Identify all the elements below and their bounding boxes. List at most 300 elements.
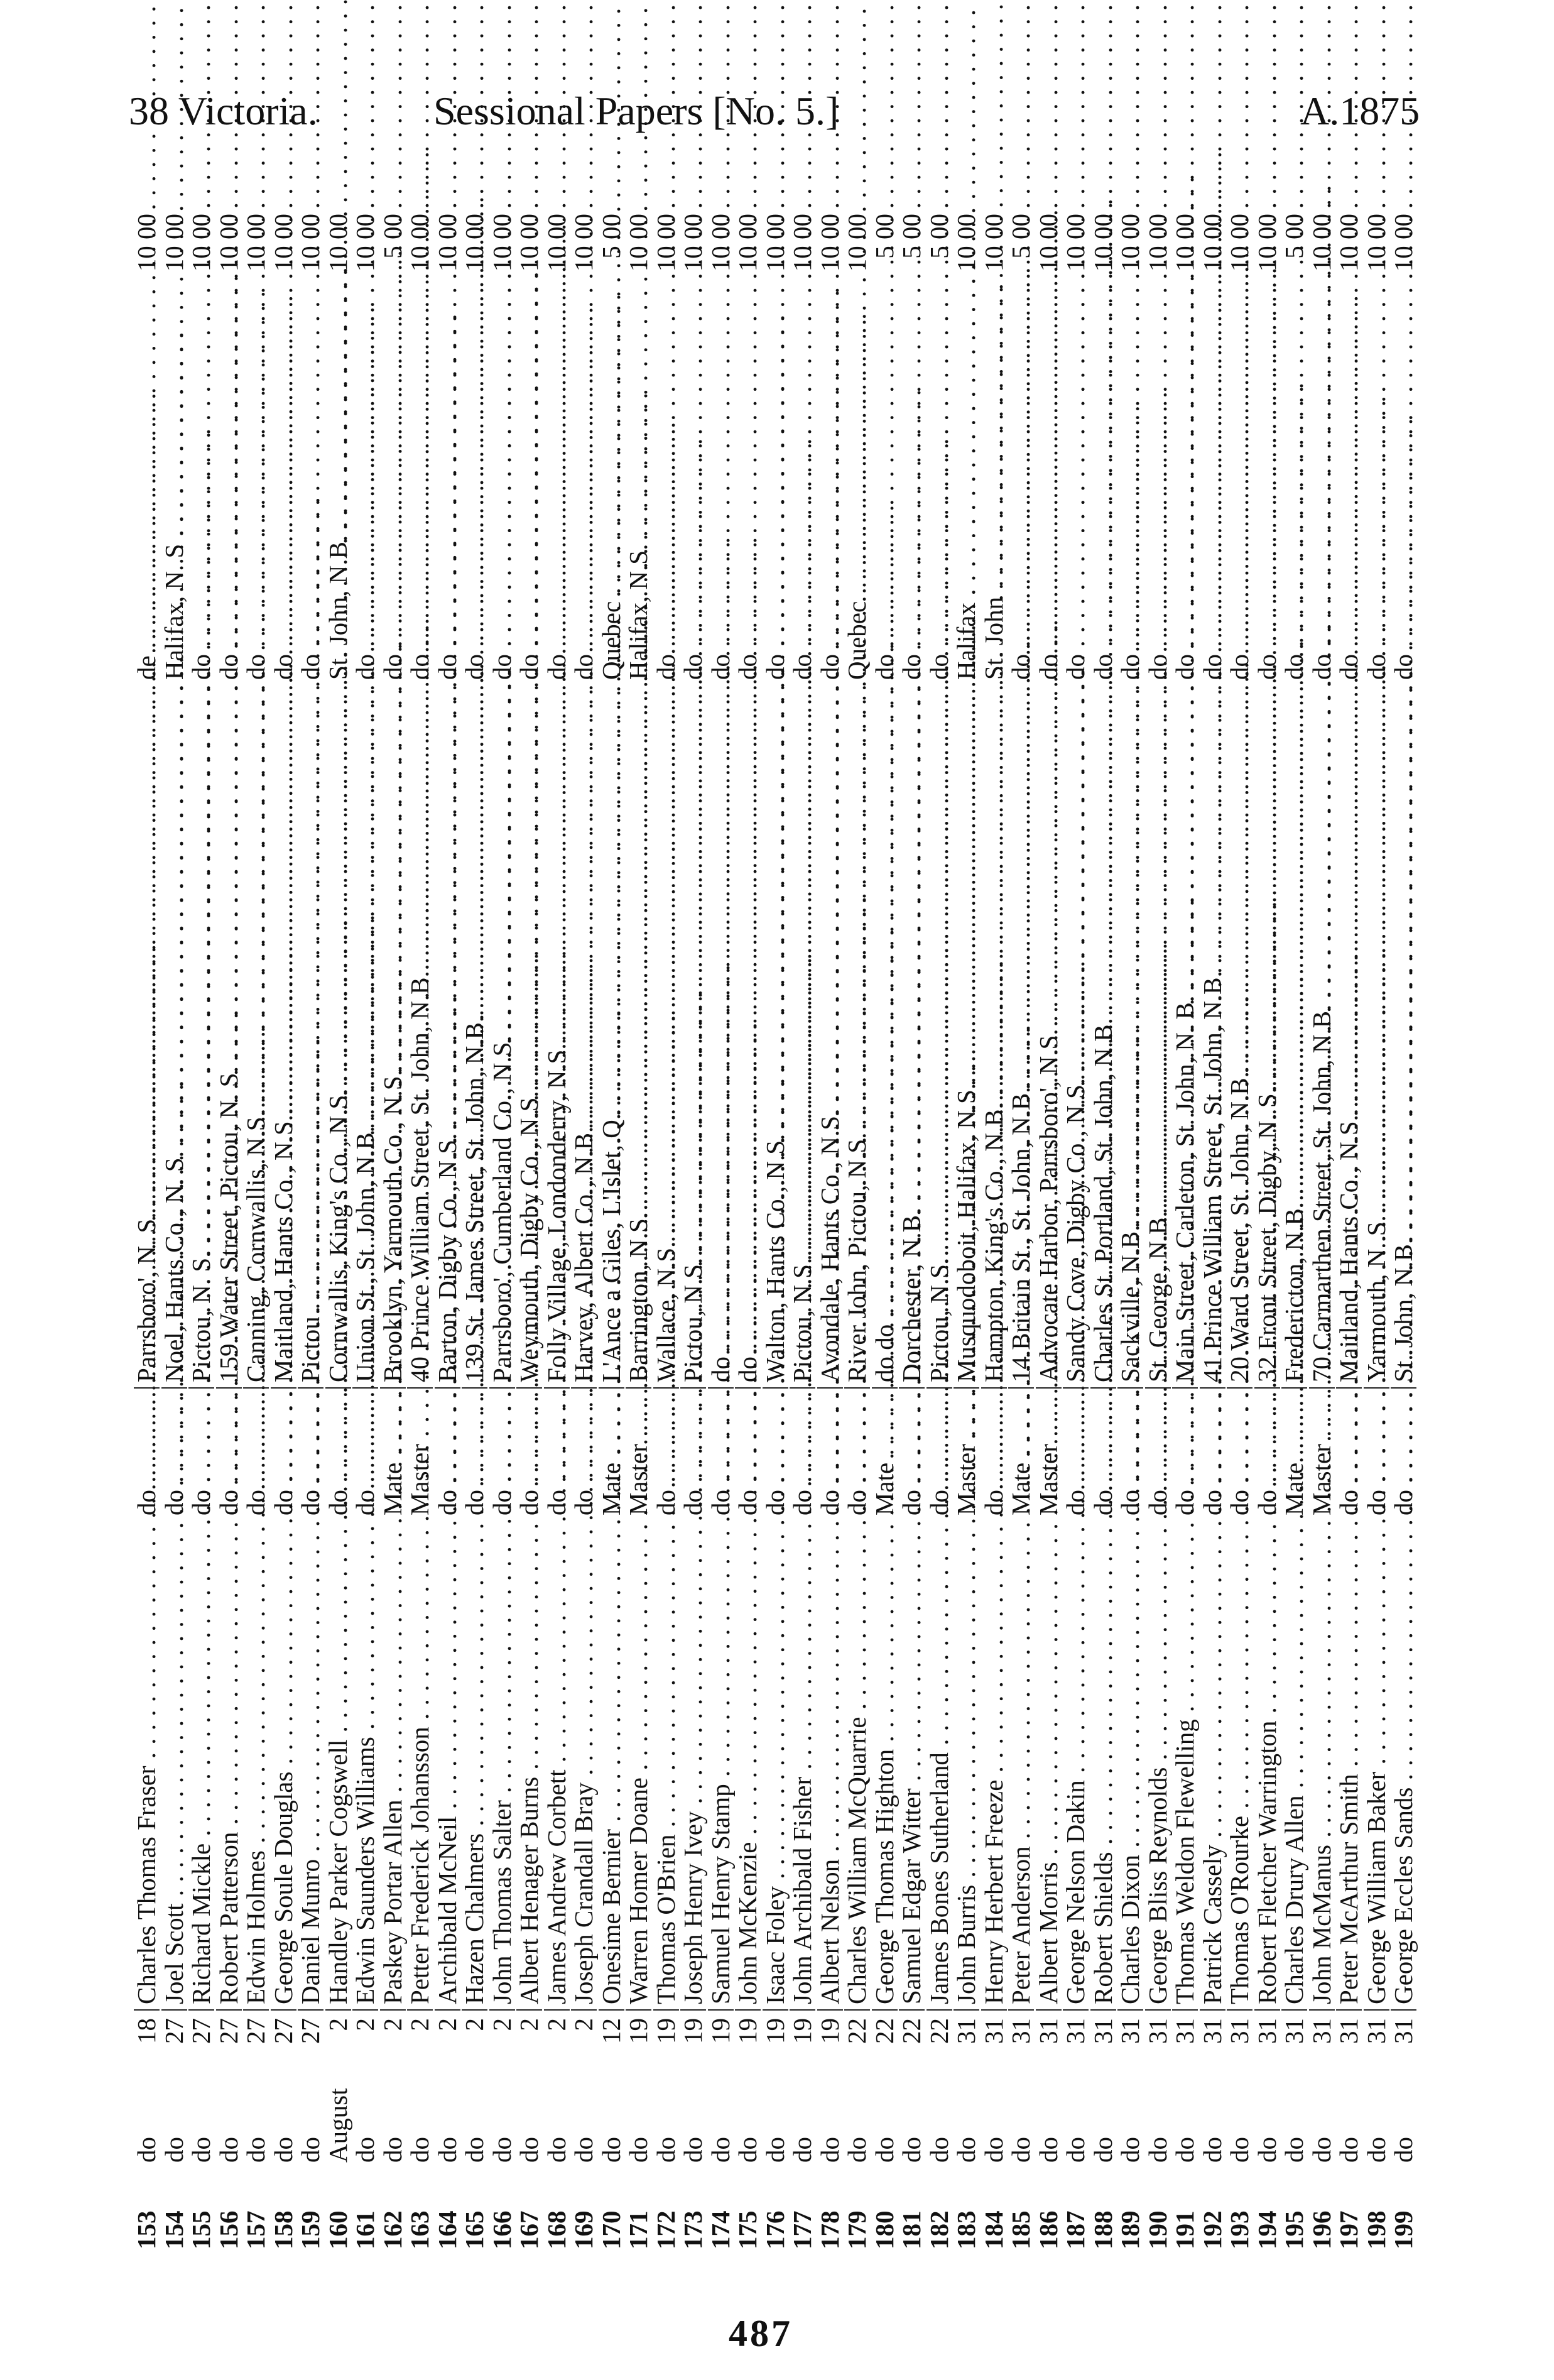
- table-row: [434, 207, 462, 2249]
- entry-port: do . . .: [817, 371, 843, 685]
- table-row: [1144, 207, 1172, 2249]
- entry-month: do: [514, 2137, 544, 2163]
- entry-amount: 10 00: [1225, 214, 1254, 272]
- entry-name: Richard Mickle . . .: [188, 1520, 214, 2011]
- table-row: [1062, 207, 1090, 2249]
- entry-day: 2: [378, 2018, 407, 2031]
- entry-month: do: [1252, 2137, 1281, 2163]
- entry-month: do: [1334, 2137, 1364, 2163]
- entry-residence: Pictou, N.S. . . .: [926, 685, 952, 1389]
- entry-day: 31: [1170, 2018, 1200, 2044]
- entry-amount: 10 00: [268, 214, 298, 272]
- entry-rank: do . . .: [653, 1389, 679, 1520]
- entry-number: 162: [378, 2210, 407, 2249]
- entry-amount: 5 00: [869, 214, 899, 259]
- entry-residence: 70 Carmarthen Street, St. John, N.B. . . .: [1309, 685, 1335, 1389]
- entry-rank: Master . . .: [954, 1389, 979, 1520]
- entry-residence: Sackville, N.B. . . .: [1117, 685, 1143, 1389]
- entry-rank: Mate . . .: [1008, 1389, 1034, 1520]
- entry-rank: do . . .: [516, 1389, 542, 1520]
- entry-number: 197: [1334, 2210, 1364, 2249]
- entry-number: 158: [268, 2210, 298, 2249]
- entry-residence: 40 Prince William Street, St. John, N.B. . . .: [407, 685, 433, 1389]
- entry-amount: 5 00: [924, 214, 954, 259]
- entry-day: 27: [214, 2018, 243, 2044]
- entry-number: 156: [214, 2210, 243, 2249]
- table-row: [133, 207, 161, 2249]
- entry-name: James Andrew Corbett . . .: [544, 1520, 570, 2011]
- entry-month: do: [979, 2137, 1008, 2163]
- entry-amount: 10 00: [132, 214, 161, 272]
- entry-day: 2: [569, 2018, 599, 2031]
- entry-port: do . . .: [271, 371, 296, 685]
- entry-number: 182: [924, 2210, 954, 2249]
- entry-month: August: [323, 2088, 352, 2163]
- entry-month: do: [1307, 2137, 1336, 2163]
- entry-month: do: [869, 2137, 899, 2163]
- table-row: [1254, 207, 1281, 2249]
- entry-residence: Pictou, N. S. . . .: [188, 685, 214, 1389]
- entry-day: 31: [1389, 2018, 1418, 2044]
- entry-port: do . . .: [571, 371, 597, 685]
- entry-month: do: [678, 2137, 708, 2163]
- entry-port: do . . .: [735, 371, 761, 685]
- entry-port: do . . .: [435, 371, 460, 685]
- entry-amount: 10 00: [541, 214, 571, 272]
- entry-rank: do . . .: [462, 1389, 487, 1520]
- entry-day: 2: [514, 2018, 544, 2031]
- entry-rank: do . . .: [325, 1389, 351, 1520]
- entry-amount: 10 00: [1361, 214, 1391, 272]
- entry-rank: do . . .: [571, 1389, 597, 1520]
- entry-amount: 10 00: [214, 214, 243, 272]
- entry-residence: Barrington, N.S. . . .: [626, 685, 651, 1389]
- entry-residence: Brooklyn, Yarmouth Co., N.S. . . .: [380, 685, 406, 1389]
- table-row: [789, 207, 817, 2249]
- entry-name: Hazen Chalmers . . .: [462, 1520, 487, 2011]
- entry-month: do: [1143, 2137, 1172, 2163]
- entry-number: 165: [460, 2210, 489, 2249]
- entry-number: 174: [705, 2210, 735, 2249]
- entry-name: Peter McArthur Smith . . .: [1336, 1520, 1362, 2011]
- entry-number: 175: [733, 2210, 763, 2249]
- entry-day: 31: [1061, 2018, 1090, 2044]
- entry-amount: 10 00: [460, 214, 489, 272]
- table-row: [762, 207, 790, 2249]
- entry-name: John Burris . . .: [954, 1520, 979, 2011]
- table-row: [1390, 207, 1418, 2249]
- entry-residence: do . . .: [735, 685, 761, 1389]
- entry-name: George Nelson Dakin . . .: [1063, 1520, 1089, 2011]
- entry-name: Joel Scott . . .: [161, 1520, 187, 2011]
- table-row: [1008, 207, 1035, 2249]
- entry-day: 31: [1361, 2018, 1391, 2044]
- entry-amount: 5 00: [1280, 214, 1309, 259]
- entry-month: do: [541, 2137, 571, 2163]
- entry-day: 19: [733, 2018, 763, 2044]
- entry-amount: 10 00: [815, 214, 844, 272]
- entry-residence: River John, Pictou, N.S. . . .: [844, 685, 870, 1389]
- entry-name: George Bliss Reynolds . . .: [1145, 1520, 1171, 2011]
- entry-name: Patrick Cassely . . .: [1200, 1520, 1225, 2011]
- entry-port: do . . .: [1036, 371, 1062, 685]
- entry-number: 190: [1143, 2210, 1172, 2249]
- entry-amount: 10 00: [432, 214, 462, 272]
- entry-name: George Thomas Highton . . .: [872, 1520, 898, 2011]
- table-row: [734, 207, 762, 2249]
- entry-day: 19: [788, 2018, 817, 2044]
- entry-name: George William Baker . . .: [1364, 1520, 1389, 2011]
- entry-month: do: [187, 2137, 216, 2163]
- entry-residence: St. George, N.B. . . .: [1145, 685, 1171, 1389]
- entry-residence: Weymouth, Digby Co., N.S. . . .: [516, 685, 542, 1389]
- entry-day: 31: [979, 2018, 1008, 2044]
- table-row: [543, 207, 571, 2249]
- entry-name: Peter Anderson . . .: [1008, 1520, 1034, 2011]
- entry-day: 22: [842, 2018, 872, 2044]
- entry-number: 189: [1116, 2210, 1145, 2249]
- entry-residence: Noel, Hants Co., N. S. . . .: [161, 685, 187, 1389]
- table-row: [653, 207, 680, 2249]
- entry-number: 154: [159, 2210, 188, 2249]
- entry-day: 19: [624, 2018, 653, 2044]
- entry-port: do . . .: [216, 371, 242, 685]
- entry-month: do: [842, 2137, 872, 2163]
- entry-day: 31: [1307, 2018, 1336, 2044]
- entry-number: 195: [1280, 2210, 1309, 2249]
- table-row: [1281, 207, 1308, 2249]
- table-row: [379, 207, 407, 2249]
- entry-rank: Master . . .: [1309, 1389, 1335, 1520]
- entry-day: 27: [187, 2018, 216, 2044]
- entry-rank: do . . .: [844, 1389, 870, 1520]
- entry-residence: Pictou, N.S. . . .: [790, 685, 815, 1389]
- session-label: 38 Victoria.: [129, 89, 318, 133]
- entry-number: 183: [952, 2210, 981, 2249]
- entry-residence: Parrsboro', N. S. . . .: [134, 685, 160, 1389]
- entry-port: do . . .: [462, 371, 487, 685]
- entry-residence: Main Street, Carleton, St. John, N. B. . . .: [1172, 685, 1198, 1389]
- entry-rank: do . . .: [1254, 1389, 1280, 1520]
- entry-day: 31: [952, 2018, 981, 2044]
- entry-name: Warren Homer Doane . . .: [626, 1520, 651, 2011]
- entry-port: do . . .: [899, 371, 925, 685]
- table-row: [680, 207, 707, 2249]
- entry-day: 22: [897, 2018, 926, 2044]
- table-row: [1308, 207, 1336, 2249]
- table-row: [1090, 207, 1117, 2249]
- entry-month: do: [897, 2137, 926, 2163]
- entry-rank: do . . .: [763, 1389, 788, 1520]
- entry-name: Samuel Edgar Witter . . .: [899, 1520, 925, 2011]
- table-row: [1226, 207, 1254, 2249]
- entry-number: 157: [241, 2210, 271, 2249]
- entry-residence: Fredericton, N.B. . . .: [1281, 685, 1307, 1389]
- entry-rank: do . . .: [271, 1389, 296, 1520]
- entry-number: 198: [1361, 2210, 1391, 2249]
- entry-day: 19: [678, 2018, 708, 2044]
- entry-month: do: [1225, 2137, 1254, 2163]
- entry-number: 192: [1197, 2210, 1227, 2249]
- entry-rank: Master . . .: [626, 1389, 651, 1520]
- entry-port: St. John, N.B. . . .: [325, 371, 351, 685]
- entry-residence: Maitland, Hants Co., N.S. . . .: [271, 685, 296, 1389]
- entry-amount: 10 00: [705, 214, 735, 272]
- entry-day: 2: [432, 2018, 462, 2031]
- entry-amount: 10 00: [678, 214, 708, 272]
- entry-month: do: [1116, 2137, 1145, 2163]
- entry-amount: 10 00: [1389, 214, 1418, 272]
- entry-port: do . . .: [1281, 371, 1307, 685]
- entry-port: do . . .: [298, 371, 323, 685]
- entry-amount: 10 00: [487, 214, 516, 272]
- entry-port: do . . .: [1254, 371, 1280, 685]
- entry-port: do . . .: [352, 371, 378, 685]
- table-row: [953, 207, 981, 2249]
- table-row: [188, 207, 215, 2249]
- entry-month: do: [487, 2137, 516, 2163]
- entry-amount: 10 00: [788, 214, 817, 272]
- entry-name: Archibald McNeil . . .: [435, 1520, 460, 2011]
- entry-number: 194: [1252, 2210, 1281, 2249]
- entry-month: do: [952, 2137, 981, 2163]
- entry-number: 188: [1088, 2210, 1117, 2249]
- entry-residence: 139 St. James Street, St. John, N.B. . . .: [462, 685, 487, 1389]
- entry-day: 31: [1225, 2018, 1254, 2044]
- entry-port: do . . .: [516, 371, 542, 685]
- entry-port: do . . .: [188, 371, 214, 685]
- entry-number: 196: [1307, 2210, 1336, 2249]
- entry-name: Petter Frederick Johansson . . .: [407, 1520, 433, 2011]
- entry-rank: do . . .: [243, 1389, 269, 1520]
- table-row: [325, 207, 352, 2249]
- entry-day: 31: [1197, 2018, 1227, 2044]
- entry-residence: Barton, Digby Co., N.S. . . .: [435, 685, 460, 1389]
- entry-rank: do . . .: [544, 1389, 570, 1520]
- table-row: [489, 207, 516, 2249]
- entry-day: 18: [132, 2018, 161, 2044]
- entry-month: do: [651, 2137, 680, 2163]
- entry-month: do: [1006, 2137, 1036, 2163]
- entry-month: do: [788, 2137, 817, 2163]
- entry-rank: do . . .: [1063, 1389, 1089, 1520]
- entry-number: 164: [432, 2210, 462, 2249]
- entry-day: 27: [241, 2018, 271, 2044]
- entry-residence: Folly Village, Londonderry, N.S. . . .: [544, 685, 570, 1389]
- entry-residence: Union St., St. John, N.B. . . .: [352, 685, 378, 1389]
- entry-rank: do . . .: [1172, 1389, 1198, 1520]
- table-row: [1335, 207, 1363, 2249]
- entry-amount: 10 00: [569, 214, 599, 272]
- entry-name: Paskey Portar Allen . . .: [380, 1520, 406, 2011]
- entry-number: 191: [1170, 2210, 1200, 2249]
- entry-rank: do . . .: [1117, 1389, 1143, 1520]
- entry-rank: do . . .: [708, 1389, 734, 1520]
- entry-name: Albert Morris . . .: [1036, 1520, 1062, 2011]
- entry-number: 184: [979, 2210, 1008, 2249]
- entry-name: John Thomas Salter . . .: [489, 1520, 515, 2011]
- entry-number: 179: [842, 2210, 872, 2249]
- entry-number: 166: [487, 2210, 516, 2249]
- entry-port: do . . .: [926, 371, 952, 685]
- entry-rank: do . . .: [981, 1389, 1007, 1520]
- certificate-ledger-table: [133, 207, 1484, 2249]
- table-row: [352, 207, 379, 2249]
- entry-amount: 10 00: [159, 214, 188, 272]
- entry-number: 153: [132, 2210, 161, 2249]
- entry-number: 168: [541, 2210, 571, 2249]
- entry-name: Joseph Crandall Bray . . .: [571, 1520, 597, 2011]
- table-row: [625, 207, 653, 2249]
- entry-rank: do . . .: [817, 1389, 843, 1520]
- entry-port: de . . .: [134, 371, 160, 685]
- table-row: [570, 207, 598, 2249]
- entry-residence: Advocate Harbor, Parrsboro', N.S. . . .: [1036, 685, 1062, 1389]
- entry-residence: do do . . .: [872, 685, 898, 1389]
- entry-rank: do . . .: [680, 1389, 706, 1520]
- entry-residence: Yarmouth, N. S. . . .: [1364, 685, 1389, 1389]
- entry-name: Thomas Weldon Flewelling . . .: [1172, 1520, 1198, 2011]
- entry-name: Thomas O'Brien . . .: [653, 1520, 679, 2011]
- entry-month: do: [378, 2137, 407, 2163]
- entry-month: do: [214, 2137, 243, 2163]
- entry-day: 19: [651, 2018, 680, 2044]
- entry-residence: Parrsboro', Cumberland Co., N.S. . . .: [489, 685, 515, 1389]
- entry-port: do . . .: [653, 371, 679, 685]
- entry-amount: 10 00: [1334, 214, 1364, 272]
- entry-name: Charles Thomas Fraser . . .: [134, 1520, 160, 2011]
- entry-residence: Charles St. Portland, St. John, N.B. . . .: [1090, 685, 1116, 1389]
- entry-name: Samuel Henry Stamp . . .: [708, 1520, 734, 2011]
- entry-amount: 10 00: [1116, 214, 1145, 272]
- entry-day: 2: [541, 2018, 571, 2031]
- entry-amount: 5 00: [596, 214, 626, 259]
- entry-amount: 10 00: [760, 214, 790, 272]
- entry-port: Halifax . . .: [954, 371, 979, 685]
- entry-number: 169: [569, 2210, 599, 2249]
- entry-amount: 10 00: [979, 214, 1008, 272]
- entry-number: 176: [760, 2210, 790, 2249]
- entry-amount: 10 00: [323, 214, 352, 272]
- entry-residence: Sandy Cove, Digby Co., N.S. . . .: [1063, 685, 1089, 1389]
- table-row: [1363, 207, 1391, 2249]
- entry-port: do . . .: [1200, 371, 1225, 685]
- entry-port: Halifax, N. S . . .: [161, 371, 187, 685]
- entry-rank: Master . . .: [1036, 1389, 1062, 1520]
- entry-number: 163: [405, 2210, 435, 2249]
- entry-residence: Hampton, King's Co., N.B. . . .: [981, 685, 1007, 1389]
- entry-residence: Wallace, N.S. . . .: [653, 685, 679, 1389]
- entry-rank: do . . .: [1364, 1389, 1389, 1520]
- entry-port: do . . .: [1364, 371, 1389, 685]
- entry-amount: 10 00: [1252, 214, 1281, 272]
- entry-rank: do . . .: [926, 1389, 952, 1520]
- table-row: [161, 207, 188, 2249]
- entry-rank: do . . .: [1336, 1389, 1362, 1520]
- entry-rank: do . . .: [298, 1389, 323, 1520]
- entry-amount: 10 00: [296, 214, 325, 272]
- entry-month: do: [705, 2137, 735, 2163]
- entry-amount: 10 00: [187, 214, 216, 272]
- entry-month: do: [159, 2137, 188, 2163]
- entry-amount: 10 00: [1088, 214, 1117, 272]
- entry-day: 31: [1116, 2018, 1145, 2044]
- entry-month: do: [596, 2137, 626, 2163]
- entry-port: do . . .: [243, 371, 269, 685]
- entry-name: Charles Dixon . . .: [1117, 1520, 1143, 2011]
- entry-port: do . . .: [1008, 371, 1034, 685]
- entry-rank: do . . .: [216, 1389, 242, 1520]
- entry-month: do: [624, 2137, 653, 2163]
- entry-month: do: [924, 2137, 954, 2163]
- entry-amount: 10 00: [733, 214, 763, 272]
- entry-port: do . . .: [1090, 371, 1116, 685]
- table-row: [242, 207, 270, 2249]
- entry-name: Robert Fletcher Warrington . . .: [1254, 1520, 1280, 2011]
- entry-residence: do . . .: [708, 685, 734, 1389]
- entry-port: do . . .: [407, 371, 433, 685]
- entry-name: Onesime Bernier . . .: [599, 1520, 624, 2011]
- entry-name: John Archibald Fisher . . .: [790, 1520, 815, 2011]
- entry-rank: do . . .: [735, 1389, 761, 1520]
- table-row: [297, 207, 325, 2249]
- entry-name: John McKenzie . . .: [735, 1520, 761, 2011]
- entry-residence: Harvey, Albert Co., N.B. . . .: [571, 685, 597, 1389]
- entry-number: 161: [350, 2210, 380, 2249]
- entry-amount: 10 00: [514, 214, 544, 272]
- entry-amount: 10 00: [1197, 214, 1227, 272]
- entry-number: 173: [678, 2210, 708, 2249]
- entry-day: 2: [405, 2018, 435, 2031]
- entry-month: do: [460, 2137, 489, 2163]
- entry-port: Halifax, N.S. . . .: [626, 371, 651, 685]
- entry-day: 2: [323, 2018, 352, 2031]
- entry-port: do . . .: [1145, 371, 1171, 685]
- entry-name: John McManus . . .: [1309, 1520, 1335, 2011]
- entry-day: 2: [350, 2018, 380, 2031]
- entry-residence: Dorchester, N.B. . . .: [899, 685, 925, 1389]
- entry-month: do: [1197, 2137, 1227, 2163]
- entry-day: 19: [705, 2018, 735, 2044]
- table-row: [844, 207, 871, 2249]
- entry-rank: do . . .: [1145, 1389, 1171, 1520]
- entry-month: do: [405, 2137, 435, 2163]
- entry-port: do . . .: [1117, 371, 1143, 685]
- entry-name: Thomas O'Rourke . . .: [1227, 1520, 1252, 2011]
- entry-rank: do . . .: [435, 1389, 460, 1520]
- entry-rank: do . . .: [489, 1389, 515, 1520]
- entry-amount: 10 00: [1143, 214, 1172, 272]
- entry-residence: 41 Prince William Street, St. John, N.B. . . .: [1200, 685, 1225, 1389]
- entry-port: do . . .: [1336, 371, 1362, 685]
- entry-name: Handley Parker Cogswell . . .: [325, 1520, 351, 2011]
- entry-port: do . . .: [872, 371, 898, 685]
- entry-residence: Pictou, N.S. . . .: [680, 685, 706, 1389]
- entry-rank: do . . .: [790, 1389, 815, 1520]
- entry-amount: 10 00: [952, 214, 981, 272]
- entry-rank: do . . .: [1200, 1389, 1225, 1520]
- entry-port: do . . .: [544, 371, 570, 685]
- entry-name: Albert Nelson . . .: [817, 1520, 843, 2011]
- entry-day: 31: [1252, 2018, 1281, 2044]
- entry-port: do . . .: [763, 371, 788, 685]
- entry-amount: 5 00: [1006, 214, 1036, 259]
- entry-name: Robert Shields . . .: [1090, 1520, 1116, 2011]
- table-row: [406, 207, 434, 2249]
- entry-rank: Mate . . .: [872, 1389, 898, 1520]
- entry-number: 193: [1225, 2210, 1254, 2249]
- table-row: [817, 207, 844, 2249]
